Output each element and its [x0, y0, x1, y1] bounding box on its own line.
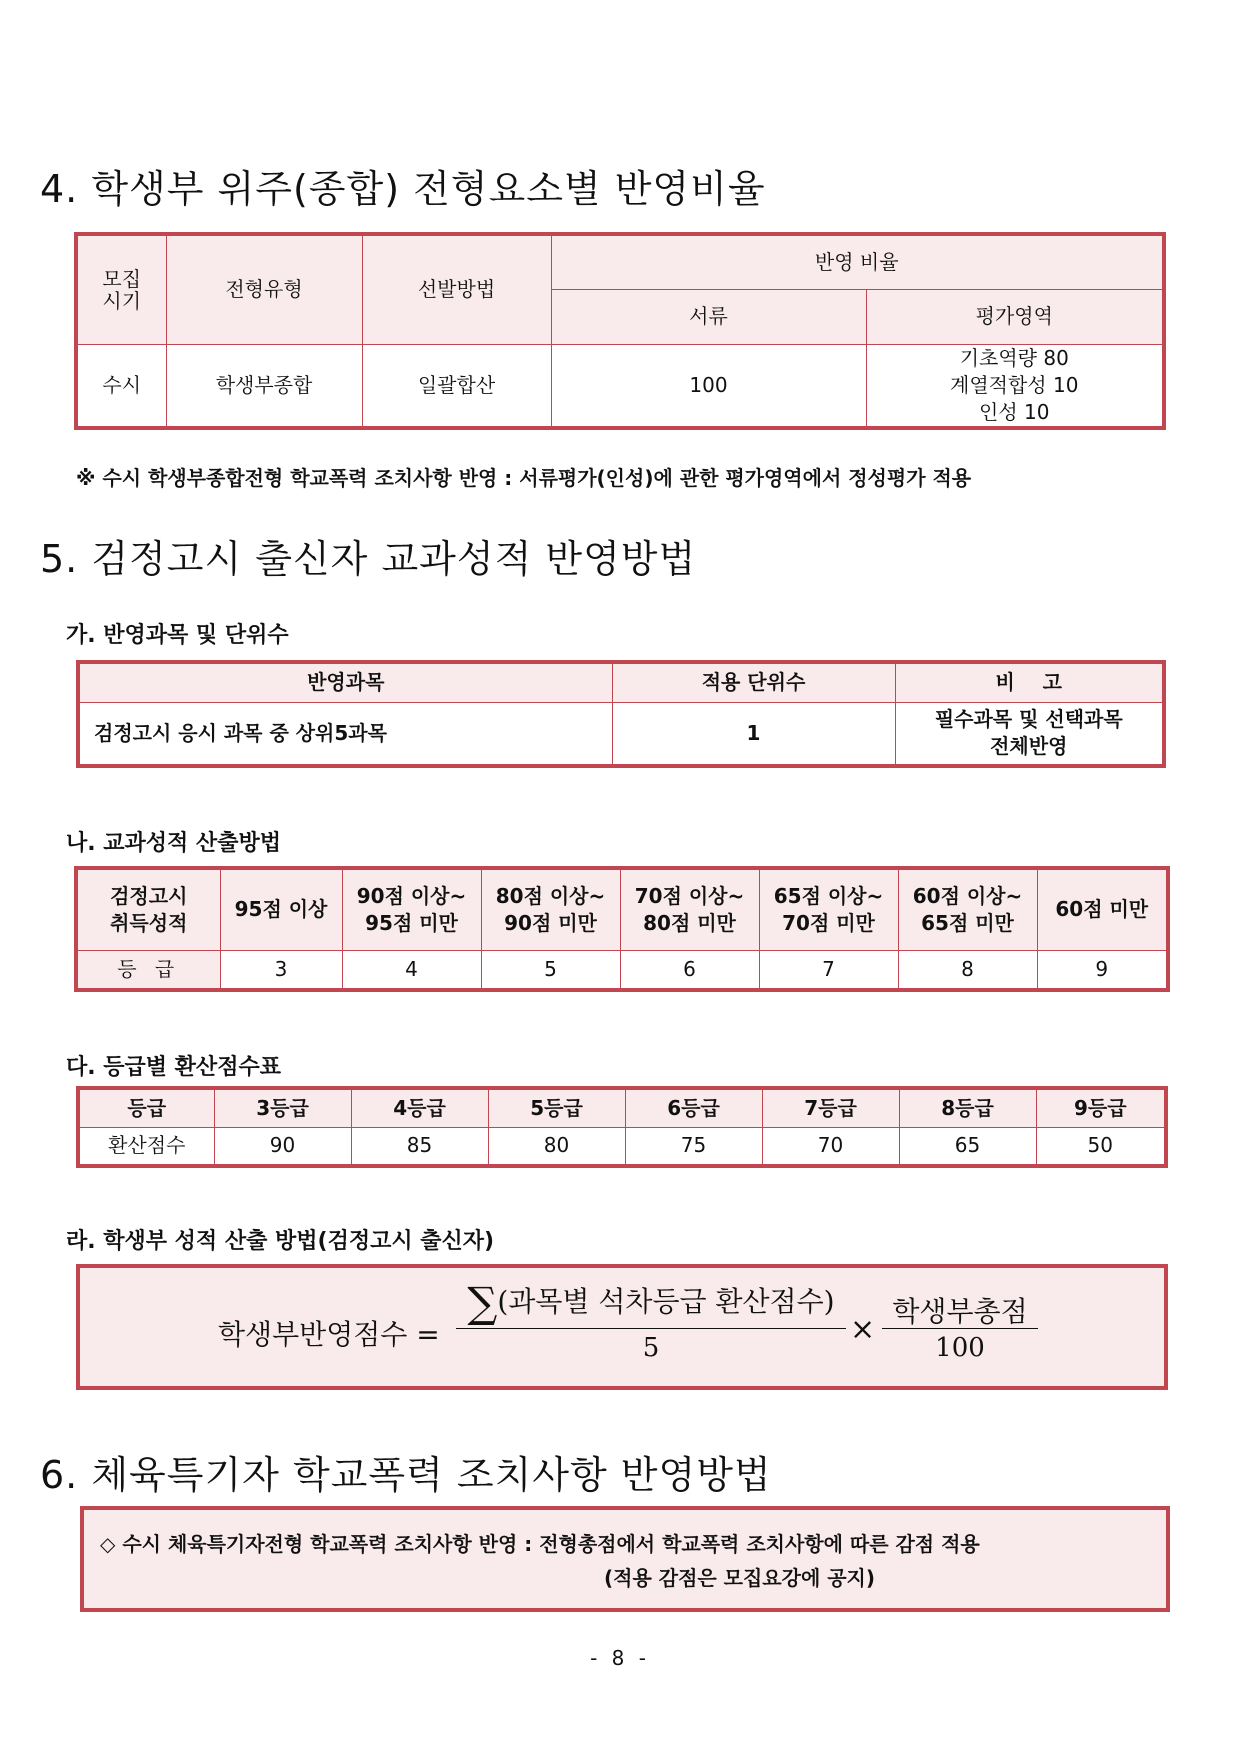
formula-eq: = [416, 1318, 440, 1351]
sec6-box [80, 1506, 1170, 1612]
formula-fraction-1 [456, 1278, 846, 1363]
area-line-2: 계열적합성 10 [950, 372, 1079, 397]
formula-numerator-2: 학생부총점 [892, 1295, 1028, 1328]
table-sec4-ratio [74, 232, 1166, 430]
header-grade-label: 등급 [78, 1088, 214, 1127]
conversion-grade-header: 9등급 [1036, 1088, 1166, 1127]
range-line-2: 80점 미만 [643, 910, 736, 935]
grade-cell: 6 [620, 950, 759, 990]
subsection-d-title: 라. 학생부 성적 산출 방법(검정고시 출신자) [66, 1229, 495, 1254]
formula-times: × [850, 1312, 876, 1347]
header-ratio: 반영 비율 [551, 234, 1164, 289]
formula-lhs [218, 1313, 440, 1353]
conversion-grade-header: 8등급 [899, 1088, 1036, 1127]
table-subjects [76, 660, 1166, 768]
conversion-grade-header: 6등급 [625, 1088, 762, 1127]
conversion-score-cell: 85 [351, 1127, 488, 1166]
subsection-a-title: 가. 반영과목 및 단위수 [66, 623, 289, 648]
cell-method: 일괄합산 [362, 344, 551, 428]
range-line-1: 70점 이상~ [634, 883, 745, 908]
range-cell [898, 868, 1037, 950]
sec4-note: ※ 수시 학생부종합전형 학교폭력 조치사항 반영 : 서류평가(인성)에 관한 평가영역에서 정성평가 적용 [76, 466, 972, 490]
header-area: 평가영역 [866, 289, 1164, 344]
range-line-2: 65점 미만 [921, 910, 1014, 935]
section-5-title: 5. 검정고시 출신자 교과성적 반영방법 [40, 537, 697, 581]
table-grade-calc [74, 866, 1170, 992]
score-label-line-1: 검정고시 [110, 883, 188, 908]
header-score-label [76, 868, 220, 950]
sec6-line-2: (적용 감점은 모집요강에 공지) [604, 1566, 876, 1590]
range-cell [1037, 868, 1168, 950]
formula-denominator-1: 5 [642, 1333, 660, 1363]
conversion-grade-header: 4등급 [351, 1088, 488, 1127]
range-line-1: 95점 이상 [234, 897, 328, 922]
range-line-1: 60점 이상~ [912, 883, 1023, 908]
header-units: 적용 단위수 [612, 662, 895, 702]
conversion-score-cell: 80 [488, 1127, 625, 1166]
header-period-text: 모집 시기 [102, 266, 142, 313]
header-docs: 서류 [551, 289, 866, 344]
grade-cell: 7 [759, 950, 898, 990]
sec6-line-1: ◇ 수시 체육특기자전형 학교폭력 조치사항 반영 : 전형총점에서 학교폭력 조치사항에 따른 감점 적용 [100, 1532, 980, 1556]
grade-label: 등 급 [76, 950, 220, 990]
grade-cell: 4 [342, 950, 481, 990]
section-4-title: 4. 학생부 위주(종합) 전형요소별 반영비율 [40, 167, 766, 211]
conversion-score-cell: 70 [762, 1127, 899, 1166]
header-type: 전형유형 [166, 234, 362, 344]
cell-period: 수시 [76, 344, 166, 428]
range-line-2: 95점 미만 [365, 910, 458, 935]
range-line-2: 90점 미만 [504, 910, 597, 935]
formula-fraction-2 [882, 1290, 1038, 1363]
range-line-1: 90점 이상~ [356, 883, 467, 908]
conversion-score-cell: 75 [625, 1127, 762, 1166]
range-cell [342, 868, 481, 950]
formula-denominator-2: 100 [935, 1333, 985, 1363]
grade-cell: 9 [1037, 950, 1168, 990]
range-cell [481, 868, 620, 950]
area-line-1: 기초역량 80 [959, 345, 1069, 370]
cell-type: 학생부종합 [166, 344, 362, 428]
remark-line-2: 전체반영 [990, 734, 1068, 759]
header-remark: 비 고 [895, 662, 1164, 702]
conversion-grade-header: 5등급 [488, 1088, 625, 1127]
grade-cell: 5 [481, 950, 620, 990]
header-method: 선발방법 [362, 234, 551, 344]
range-line-1: 80점 이상~ [495, 883, 606, 908]
grade-cell: 3 [220, 950, 342, 990]
page-number: - 8 - [590, 1646, 650, 1670]
cell-docs: 100 [551, 344, 866, 428]
conversion-score-cell: 90 [214, 1127, 351, 1166]
cell-remark [895, 702, 1164, 766]
cell-area [866, 344, 1164, 428]
range-cell [759, 868, 898, 950]
range-cell [220, 868, 342, 950]
section-6-title: 6. 체육특기자 학교폭력 조치사항 반영방법 [40, 1453, 772, 1497]
formula-lhs-text: 학생부반영점수 [218, 1318, 408, 1351]
remark-line-1: 필수과목 및 선택과목 [934, 707, 1123, 732]
formula-box [76, 1264, 1168, 1390]
conversion-score-cell: 50 [1036, 1127, 1166, 1166]
range-line-1: 65점 이상~ [773, 883, 884, 908]
area-line-3: 인성 10 [979, 399, 1050, 424]
cell-subject: 검정고시 응시 과목 중 상위5과목 [78, 702, 612, 766]
cell-units: 1 [612, 702, 895, 766]
subsection-b-title: 나. 교과성적 산출방법 [66, 831, 281, 856]
formula-numerator: (과목별 석차등급 환산점수) [497, 1285, 835, 1318]
table-conversion [76, 1086, 1168, 1168]
grade-cell: 8 [898, 950, 1037, 990]
header-period [76, 234, 166, 344]
range-cell [620, 868, 759, 950]
header-subject: 반영과목 [78, 662, 612, 702]
score-label: 환산점수 [78, 1127, 214, 1166]
subsection-c-title: 다. 등급별 환산점수표 [66, 1055, 281, 1080]
range-line-1: 60점 미만 [1055, 897, 1149, 922]
range-line-2: 70점 미만 [782, 910, 875, 935]
conversion-grade-header: 3등급 [214, 1088, 351, 1127]
conversion-grade-header: 7등급 [762, 1088, 899, 1127]
score-label-line-2: 취득성적 [110, 910, 188, 935]
conversion-score-cell: 65 [899, 1127, 1036, 1166]
sigma-symbol: ∑ [467, 1278, 498, 1327]
